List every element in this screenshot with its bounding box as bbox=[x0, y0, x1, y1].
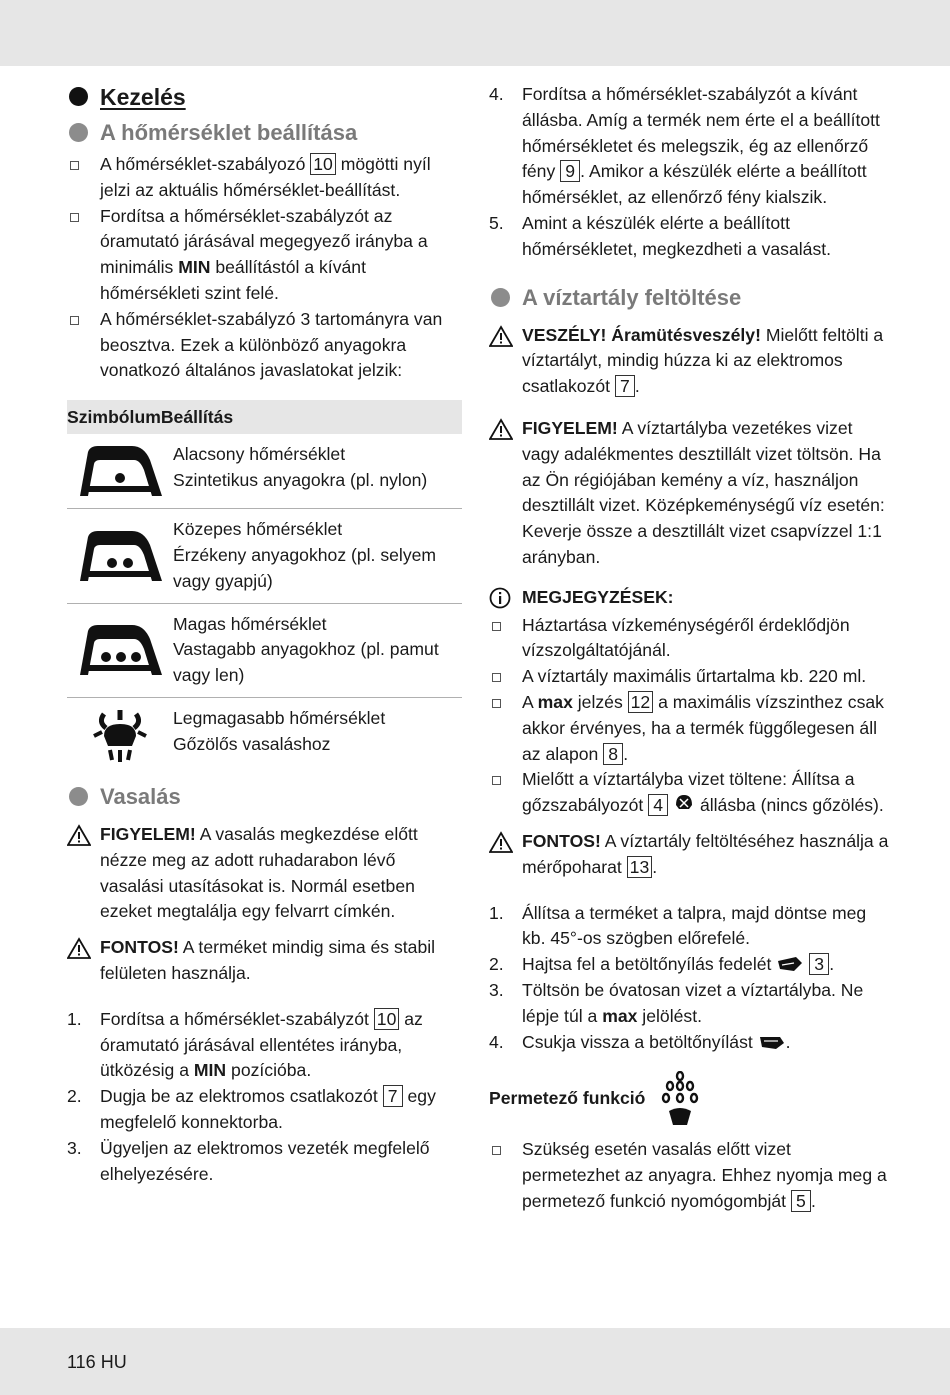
ref-badge: 3 bbox=[809, 953, 829, 975]
temp-level: Közepes hőmérséklet bbox=[173, 519, 343, 540]
list-item: Háztartása vízkeménységéről érdeklődjön vízszolgáltatójánál. bbox=[489, 613, 889, 665]
no-steam-icon bbox=[673, 793, 695, 813]
ref-badge: 13 bbox=[627, 856, 653, 878]
temp-level: Legmagasabb hőmérséklet bbox=[173, 707, 386, 728]
list-item: 1. Fordítsa a hőmérséklet-szabályzót 10 az óramutató járásával ellentétes irányba, ütközésig a MIN pozícióba. bbox=[67, 1008, 423, 1081]
list-item: 3. Ügyeljen az elektromos vezeték megfelelő elhelyezésére. bbox=[67, 1137, 430, 1184]
list-item: A max jelzés 12 a maximális vízszinthez csak akkor érvényes, ha a termék függőlegesen áll az alapon 8 . bbox=[489, 690, 889, 767]
list-item: 4. Csukja vissza a betöltőnyílást . bbox=[489, 1031, 791, 1052]
steam-icon bbox=[67, 706, 173, 764]
list-item: 4. Fordítsa a hőmérséklet-szabályzót a kívánt állásba. Amíg a termék nem érte el a beállított hőmérsékletet és melegszik, ég az ellenőrző fény 9 . Amikor a készülék elérte a beállított hőmérséklet, az ellenőrző fény kialszik. bbox=[489, 84, 880, 208]
left-column bbox=[67, 82, 462, 1187]
list-item: Szükség esetén vasalás előtt vizet permetezhet az anyagra. Ehhez nyomja meg a permetező funkció nyomógombját 5 . bbox=[489, 1137, 889, 1214]
ironing-steps bbox=[67, 1007, 462, 1188]
list-item: A hőmérséklet-szabályozó 10 mögötti nyíl jelzi az aktuális hőmérséklet-beállítást. bbox=[67, 152, 462, 204]
list-item: A hőmérséklet-szabályzó 3 tartományra van beosztva. Ezek a különböző anyagokra vonatkozó általános javaslatokat jelzik: bbox=[67, 307, 462, 384]
warning-triangle-icon bbox=[489, 418, 513, 440]
temp-level: Alacsony hőmérséklet bbox=[173, 444, 346, 465]
material-hint: Vastagabb anyagokhoz (pl. pamut bbox=[173, 639, 439, 660]
material-hint: Érzékeny anyagokhoz (pl. selyem bbox=[173, 544, 437, 565]
ironing-steps-cont bbox=[489, 82, 889, 263]
ref-badge: 5 bbox=[791, 1190, 811, 1212]
ref-badge: 10 bbox=[374, 1008, 400, 1030]
notes-list bbox=[489, 613, 889, 819]
important-note: FONTOS! A víztartály feltöltéséhez használja a mérőpoharat 13 . bbox=[489, 829, 889, 881]
info-icon bbox=[489, 587, 511, 609]
ref-badge: 7 bbox=[615, 375, 635, 397]
table-header: SzimbólumBeállítás bbox=[67, 400, 462, 434]
important-note: FONTOS! A terméket mindig sima és stabil felületen használja. bbox=[67, 935, 462, 987]
list-item: 1. Állítsa a terméket a talpra, majd döntse meg kb. 45°-os szögben előrefelé. bbox=[489, 902, 867, 949]
right-column bbox=[489, 82, 889, 1215]
spray-icon bbox=[657, 1071, 703, 1127]
temp-level: Magas hőmérséklet bbox=[173, 613, 327, 634]
top-band bbox=[0, 0, 950, 66]
open-lid-icon bbox=[776, 953, 804, 973]
list-item: 3. Töltsön be óvatosan vizet a víztartályba. Ne lépje túl a max jelölést. bbox=[489, 979, 864, 1026]
bottom-band bbox=[0, 1328, 950, 1395]
list-item: 5. Amint a készülék elérte a beállított hőmérsékletet, megkezdheti a vasalást. bbox=[489, 212, 832, 259]
spray-heading: Permetező funkció bbox=[489, 1071, 889, 1127]
page-number: 116 HU bbox=[67, 1352, 127, 1372]
danger-note: VESZÉLY! Áramütésveszély! Mielőtt feltölti a víztartályt, mindig húzza ki az elektromos csatlakozót 7 . bbox=[489, 323, 889, 400]
material-hint: Szintetikus anyagokra (pl. nylon) bbox=[173, 469, 428, 490]
list-item: Mielőtt a víztartályba vizet töltene: Állítsa a gőzszabályozót 4 állásba (nincs gőzölés). bbox=[489, 767, 889, 819]
spray-list bbox=[489, 1137, 889, 1214]
table-row bbox=[67, 434, 462, 509]
subsection-heading-ironing: Vasalás bbox=[67, 782, 462, 812]
iron-three-dots-icon bbox=[67, 612, 173, 689]
material-hint-cont: vagy gyapjú) bbox=[173, 570, 273, 591]
ref-badge: 10 bbox=[310, 153, 336, 175]
close-lid-icon bbox=[758, 1031, 786, 1051]
warning-triangle-icon bbox=[489, 325, 513, 347]
warning-triangle-icon bbox=[67, 937, 91, 959]
table-row bbox=[67, 698, 462, 772]
list-item: Fordítsa a hőmérséklet-szabályzót az óramutató járásával megegyező irányba a minimális MIN beállítástól a kívánt hőmérsékleti szint felé. bbox=[67, 204, 462, 307]
black-bullet-icon bbox=[69, 87, 88, 106]
ref-badge: 4 bbox=[648, 794, 668, 816]
notes-heading: MEGJEGYZÉSEK: bbox=[489, 585, 889, 611]
iron-one-dot-icon bbox=[67, 442, 173, 500]
list-item: 2. Dugja be az elektromos csatlakozót 7 egy megfelelő konnektorba. bbox=[67, 1086, 436, 1132]
grey-bullet-icon bbox=[69, 787, 88, 806]
section-heading-kezeles: Kezelés bbox=[67, 82, 462, 112]
ref-badge: 9 bbox=[560, 160, 580, 182]
list-item: A víztartály maximális űrtartalma kb. 220 ml. bbox=[489, 664, 889, 690]
warning-note: FIGYELEM! A víztartályba vezetékes vizet vagy adalékmentes desztillált vizet töltsön. Ha az Ön régiójában kemény a víz, használjon desztillált vizet. Középkeménységű víz esetén: Keverje össze a desztillált vizet csapvízzel 1:1 arányban. bbox=[489, 416, 889, 571]
grey-bullet-icon bbox=[69, 123, 88, 142]
warning-note: FIGYELEM! A vasalás megkezdése előtt nézze meg az adott ruhadarabon lévő vasalási utasításokat is. Normál esetben ezeket megtalálja egy felvarrt címkén. bbox=[67, 822, 462, 925]
list-item: 2. Hajtsa fel a betöltőnyílás fedelét 3 . bbox=[489, 954, 835, 975]
subsection-heading-water: A víztartály feltöltése bbox=[489, 283, 889, 313]
table-row bbox=[67, 604, 462, 698]
ref-badge: 7 bbox=[383, 1085, 403, 1107]
iron-two-dots-icon bbox=[67, 517, 173, 594]
subsection-heading-temperature: A hőmérséklet beállítása bbox=[67, 118, 462, 148]
water-steps bbox=[489, 901, 889, 1056]
warning-triangle-icon bbox=[489, 831, 513, 853]
warning-triangle-icon bbox=[67, 824, 91, 846]
grey-bullet-icon bbox=[491, 288, 510, 307]
ref-badge: 8 bbox=[603, 743, 623, 765]
material-hint-cont: vagy len) bbox=[173, 665, 245, 686]
temperature-list bbox=[67, 152, 462, 384]
material-hint: Gőzölős vasaláshoz bbox=[173, 733, 331, 754]
table-row bbox=[67, 509, 462, 603]
ref-badge: 12 bbox=[628, 691, 654, 713]
symbol-table bbox=[67, 434, 462, 772]
